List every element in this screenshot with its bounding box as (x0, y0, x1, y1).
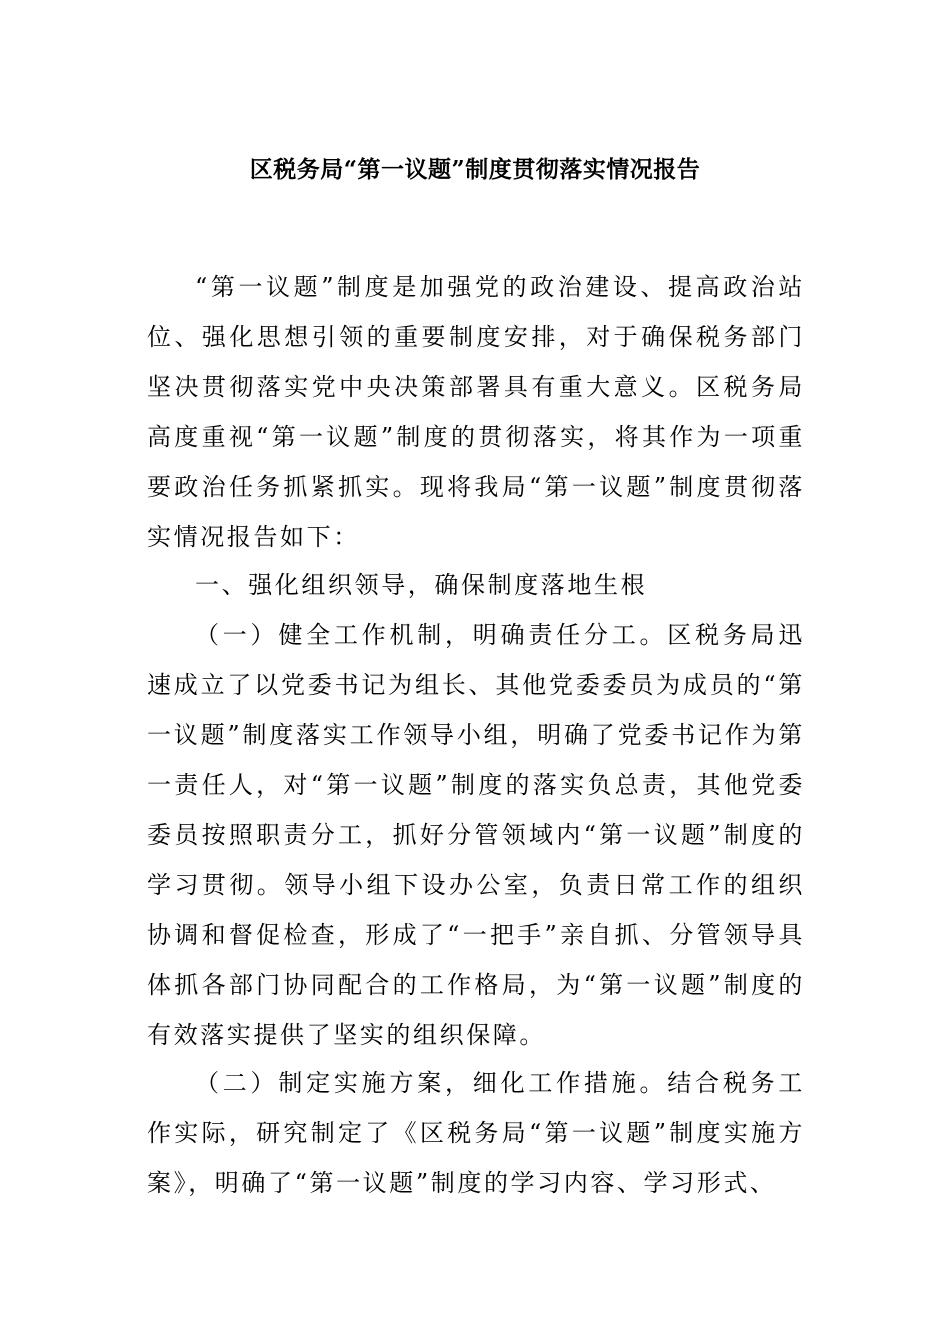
section-heading-block (147, 560, 805, 610)
subsection-1-block (147, 610, 805, 1060)
section-heading: 一、强化组织领导，确保制度落地生根 (195, 571, 648, 599)
subsection-1-paragraph: （一）健全工作机制，明确责任分工。区税务局迅速成立了以党委书记为组长、其他党委委员为成员的“第一议题”制度落实工作领导小组，明确了党委书记作为第一责任人，对“第一议题”制度的落实负总责，其他党委委员按照职责分工，抓好分管领域内“第一议题”制度的学习贯彻。领导小组下设办公室，负责日常工作的组织协调和督促检查，形成了“一把手”亲自抓、分管领导具体抓各部门协同配合的工作格局，为“第一议题”制度的有效落实提供了坚实的组织保障。 (147, 621, 805, 1049)
intro-paragraph: “第一议题”制度是加强党的政治建设、提高政治站位、强化思想引领的重要制度安排，对于确保税务部门坚决贯彻落实党中央决策部署具有重大意义。区税务局高度重视“第一议题”制度的贯彻落实，将其作为一项重要政治任务抓紧抓实。现将我局“第一议题”制度贯彻落实情况报告如下： (147, 273, 805, 551)
document-title: 区税务局“第一议题”制度贯彻落实情况报告 (249, 156, 701, 183)
subsection-2-block (147, 1058, 805, 1208)
intro-paragraph-block (147, 262, 805, 562)
subsection-2-paragraph: （二）制定实施方案，细化工作措施。结合税务工作实际，研究制定了《区税务局“第一议题”制度实施方案》，明确了“第一议题”制度的学习内容、学习形式、 (147, 1069, 805, 1197)
